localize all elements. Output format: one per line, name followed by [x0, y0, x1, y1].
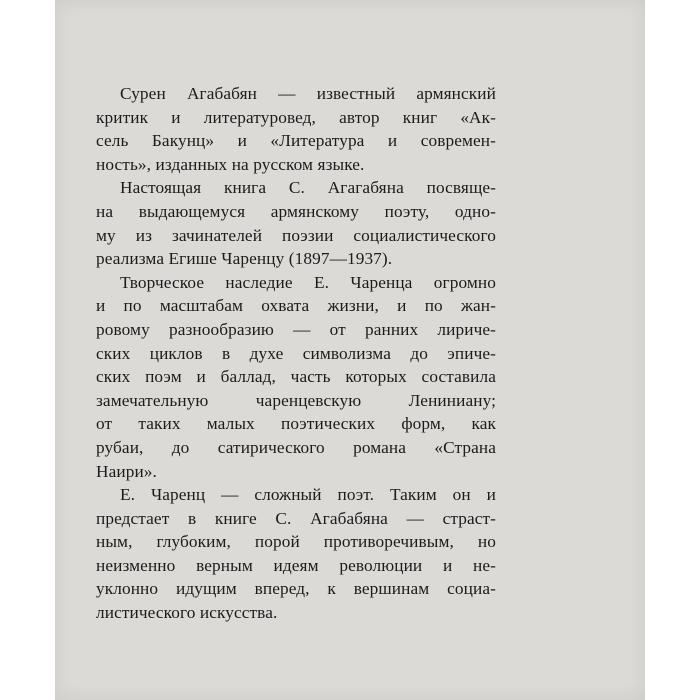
text-line: Наири». [96, 461, 157, 481]
text-line: Е. Чаренц — сложный поэт. Таким он и [120, 485, 496, 505]
paragraph-4 [96, 483, 496, 625]
text-line: ным, глубоким, порой противоречивым, но [96, 532, 496, 552]
text-line: и по масштабам охвата жизни, и по жан- [96, 296, 496, 316]
text-line: от таких малых поэтических форм, как [96, 414, 496, 434]
text-line: му из зачинателей поэзии социалистического [96, 225, 496, 245]
text-line: замечательную чаренцевскую Лениниану; [96, 390, 496, 410]
text-line: Творческое наследие Е. Чаренца огромно [120, 272, 496, 292]
text-line: листического искусства. [96, 603, 278, 623]
text-line: ских циклов в духе символизма до эпиче- [96, 343, 496, 363]
paragraph-2 [96, 176, 496, 270]
text-line: на выдающемуся армянскому поэту, одно- [96, 201, 496, 221]
text-line: Настоящая книга С. Агагабяна посвяще- [120, 178, 496, 198]
text-line: уклонно идущим вперед, к вершинам социа- [96, 579, 496, 599]
annotation-text [96, 82, 496, 625]
text-line: неизменно верным идеям революции и не- [96, 555, 496, 575]
text-line: Сурен Агабабян — известный армянский [120, 84, 496, 103]
text-line: ровому разнообразию — от ранних лириче- [96, 319, 496, 339]
paragraph-3 [96, 271, 496, 483]
paragraph-1 [96, 82, 496, 176]
text-line: рубаи, до сатирического романа «Страна [96, 437, 496, 457]
text-line: предстает в книге С. Агабабяна — страст- [96, 508, 496, 528]
text-line: сель Бакунц» и «Литература и современ- [96, 131, 496, 151]
text-line: критик и литературовед, автор книг «Ак- [96, 107, 496, 127]
text-line: реализма Егише Чаренцу (1897—1937). [96, 249, 393, 269]
text-line: ских поэм и баллад, часть которых составила [96, 367, 496, 387]
text-line: ность», изданных на русском языке. [96, 154, 365, 174]
